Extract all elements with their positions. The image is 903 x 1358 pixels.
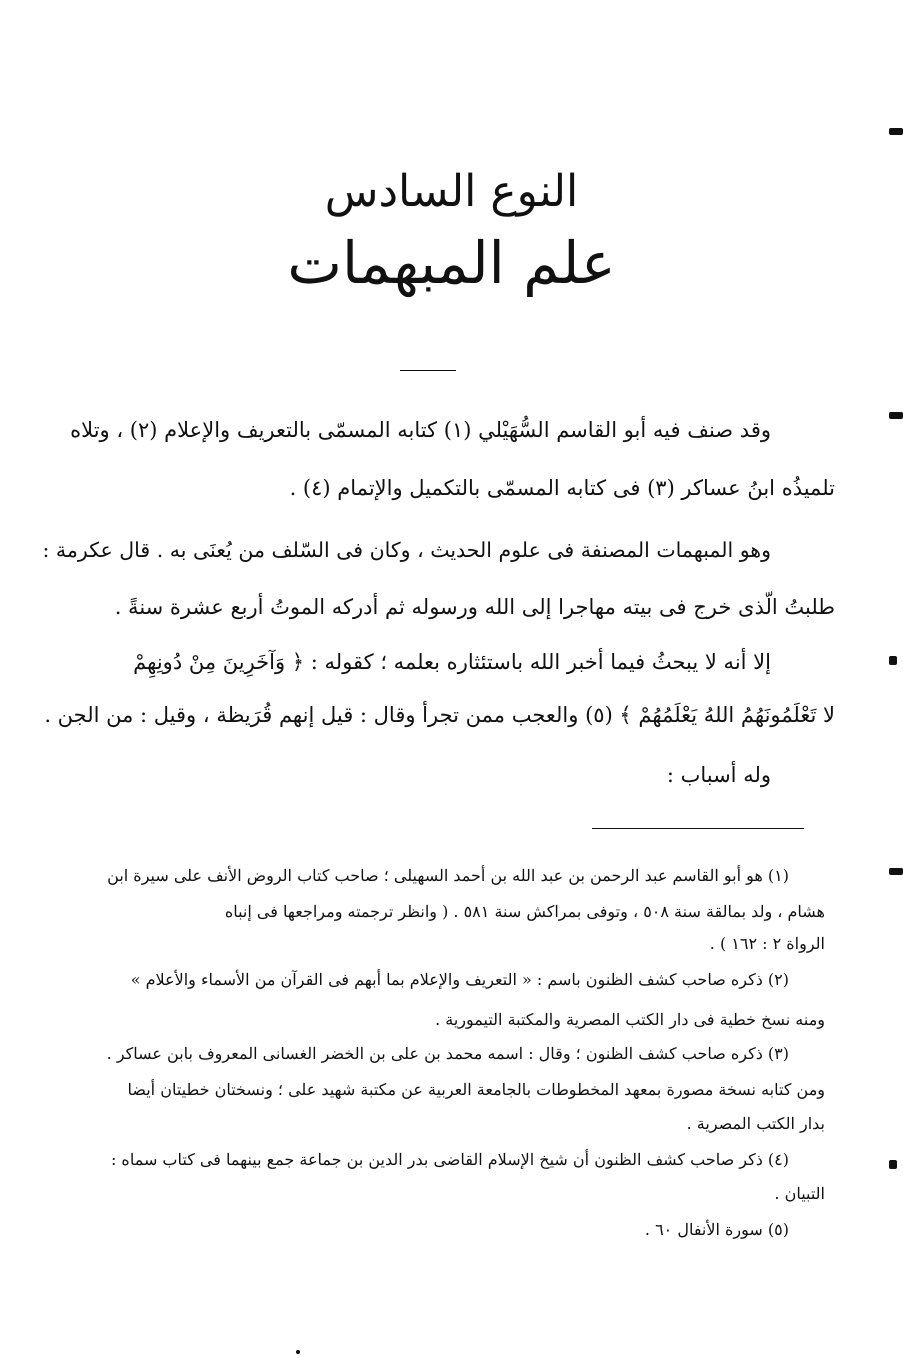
body-line: طلبتُ الّذى خرج فى بيته مهاجرا إلى الله ورسوله ثم أدركه الموتُ أربع عشرة سنةً .: [114, 595, 835, 619]
margin-mark: [889, 1160, 897, 1169]
chapter-title: علم المبهمات: [287, 229, 616, 297]
footnote-line: هشام ، ولد بمالقة سنة ٥٠٨ ، وتوفى بمراكش سنة ٥٨١ . ( وانظر ترجمته ومراجعها فى إنباه: [224, 902, 825, 921]
footnote-line: (٢) ذكره صاحب كشف الظنون باسم : « التعريف والإعلام بما أبهم فى القرآن من الأسماء والأعلام »: [130, 970, 789, 989]
footnote-line: (٣) ذكره صاحب كشف الظنون ؛ وقال : اسمه محمد بن على بن الخضر الغسانى المعروف بابن عساكر .: [106, 1044, 789, 1063]
speck: [296, 1350, 300, 1354]
footnote-line: ومن كتابه نسخة مصورة بمعهد المخطوطات بالجامعة العربية عن مكتبة شهيد على ؛ ونسختان خطيتان أيضا: [127, 1080, 825, 1099]
body-line: لا تَعْلَمُونَهُمُ اللهُ يَعْلَمُهُمْ ﴾ (٥) والعجب ممن تجرأ وقال : قيل إنهم قُرَيظة ، وقيل : من الجن .: [44, 703, 835, 727]
margin-mark: [889, 412, 903, 419]
body-line: إلا أنه لا يبحثُ فيما أخبر الله باستئثاره بعلمه ؛ كقوله : ﴿ وَآخَرِينَ مِنْ دُونِهِمْ: [133, 650, 771, 674]
margin-mark: [889, 128, 903, 135]
footnote-line: (٥) سورة الأنفال ٦٠ .: [644, 1220, 789, 1239]
footnote-line: بدار الكتب المصرية .: [686, 1114, 825, 1133]
chapter-number: النوع السادس: [324, 166, 579, 217]
body-line: وله أسباب :: [666, 763, 771, 787]
margin-mark: [889, 656, 897, 665]
footnote-line: (١) هو أبو القاسم عبد الرحمن بن عبد الله بن أحمد السهيلى ؛ صاحب كتاب الروض الأنف على سيرة ابن: [107, 866, 789, 885]
footnote-line: التبيان .: [774, 1184, 825, 1203]
footnote-line: ومنه نسخ خطية فى دار الكتب المصرية والمكتبة التيمورية .: [435, 1010, 825, 1029]
body-line: وقد صنف فيه أبو القاسم السُّهَيْلي (١) كتابه المسمّى بالتعريف والإعلام (٢) ، وتلاه: [70, 418, 771, 442]
body-line: تلميذُه ابنُ عساكر (٣) فى كتابه المسمّى بالتكميل والإتمام (٤) .: [289, 476, 835, 500]
body-line: وهو المبهمات المصنفة فى علوم الحديث ، وكان فى السّلف من يُعنَى به . قال عكرمة :: [42, 538, 771, 562]
footnote-line: الرواة ٢ : ١٦٢ ) .: [709, 934, 825, 953]
footnote-divider: [592, 828, 804, 829]
margin-mark: [889, 868, 903, 875]
footnote-line: (٤) ذكر صاحب كشف الظنون أن شيخ الإسلام القاضى بدر الدين بن جماعة جمع بينهما فى كتاب سماه :: [110, 1150, 789, 1169]
title-divider: [400, 370, 456, 371]
